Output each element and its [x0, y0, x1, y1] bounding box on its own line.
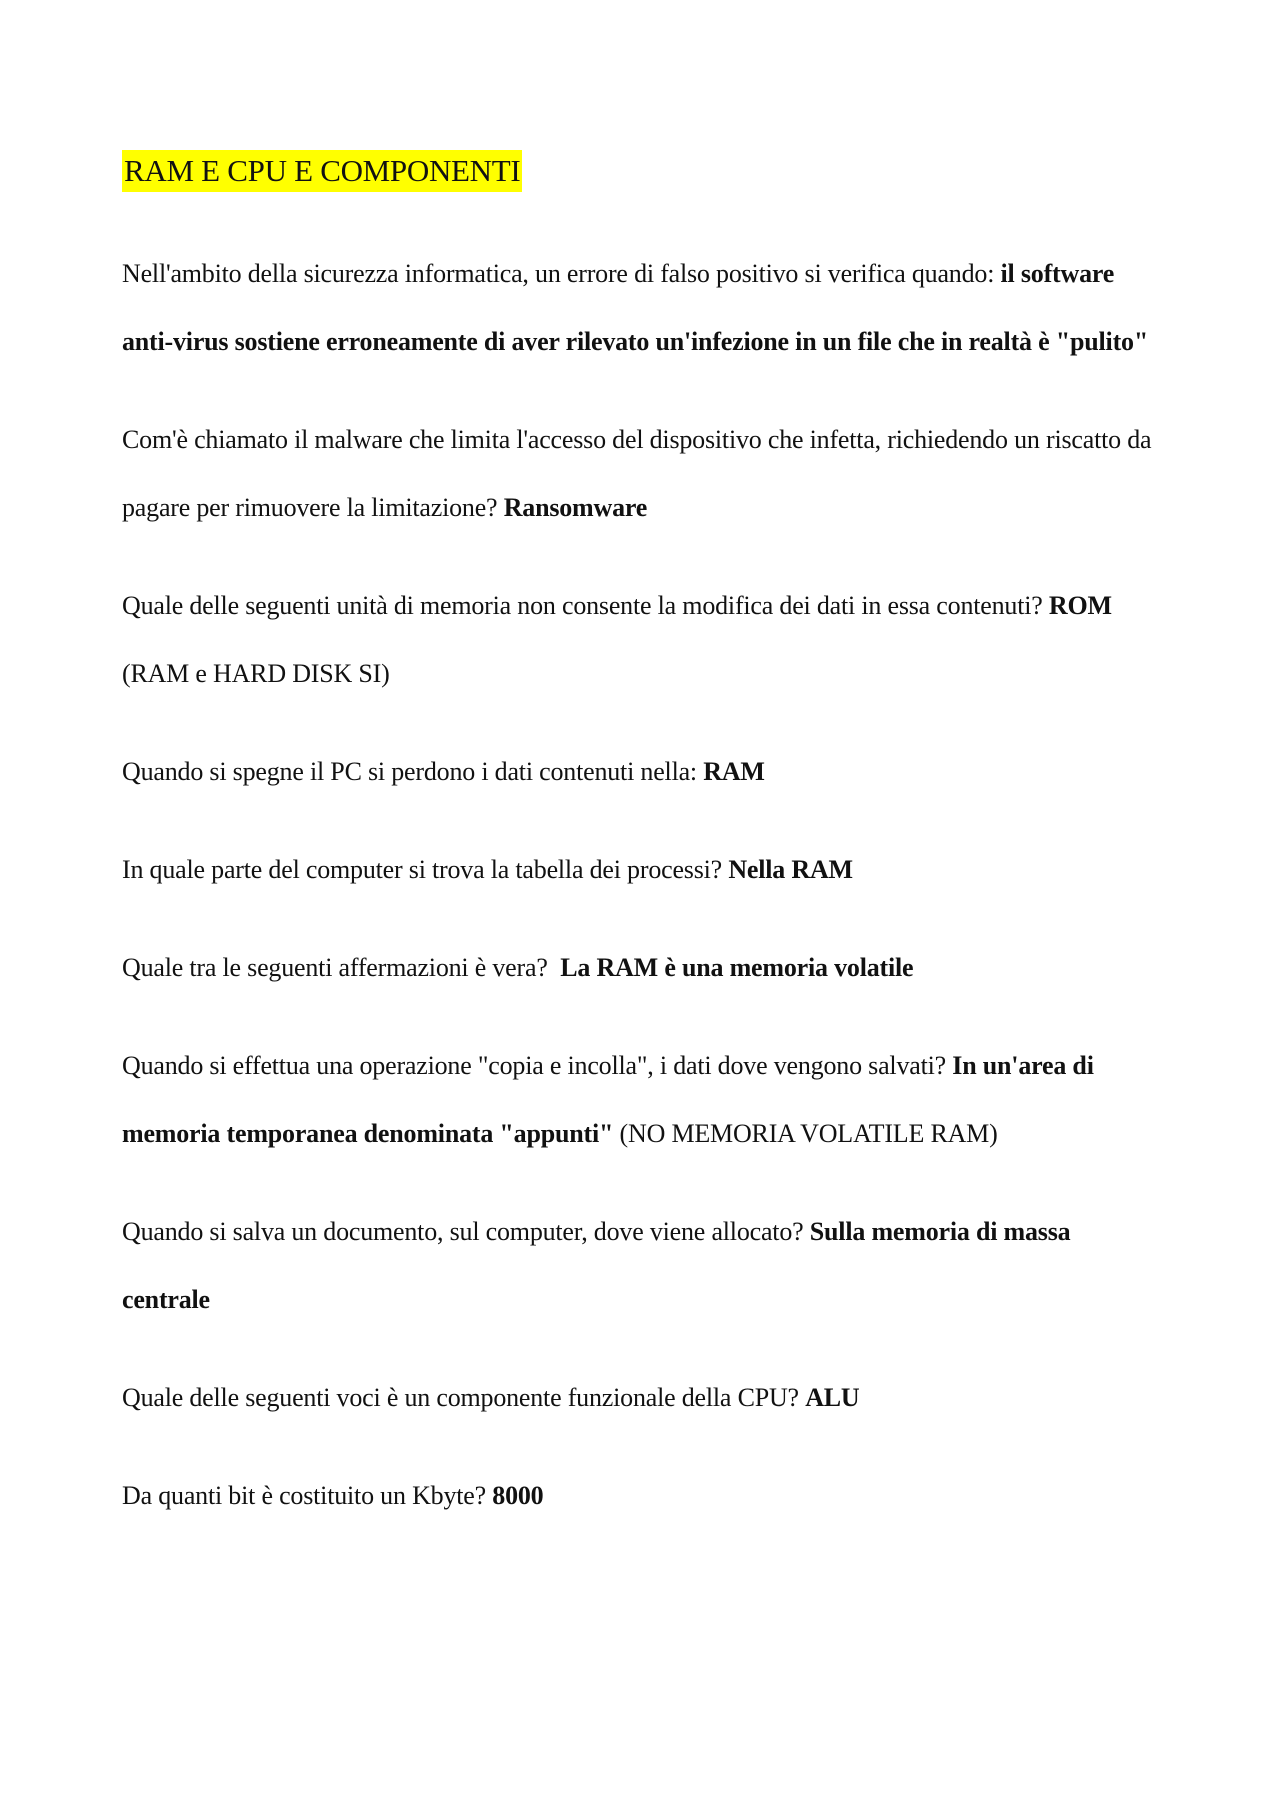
note-text: (RAM e HARD DISK SI): [122, 659, 390, 688]
qa-item-9: [122, 1364, 1162, 1432]
question-text: Quando si effettua una operazione "copia e incolla", i dati dove vengono salvati?: [122, 1051, 946, 1080]
question-text: Com'è chiamato il malware che limita l'accesso del dispositivo che infetta, richiedendo un riscatto da pagare per rimuovere la limitazione?: [122, 425, 1152, 522]
qa-item-5: [122, 836, 1162, 904]
title-wrapper: [122, 150, 1162, 192]
answer-text: La RAM è una memoria volatile: [560, 953, 914, 982]
answer-text: 8000: [492, 1481, 544, 1510]
page-title: RAM E CPU E COMPONENTI: [122, 150, 522, 192]
answer-text: Nella RAM: [728, 855, 853, 884]
question-text: Quale delle seguenti voci è un componente funzionale della CPU?: [122, 1383, 799, 1412]
answer-text: Ransomware: [503, 493, 648, 522]
question-text: Da quanti bit è costituito un Kbyte?: [122, 1481, 486, 1510]
document-page: [122, 150, 1162, 1530]
qa-item-10: [122, 1462, 1162, 1530]
answer-text: Sulla memoria di massa centrale: [122, 1217, 1071, 1314]
qa-item-4: [122, 738, 1162, 806]
question-text: In quale parte del computer si trova la tabella dei processi?: [122, 855, 722, 884]
question-text: Quando si spegne il PC si perdono i dati contenuti nella:: [122, 757, 697, 786]
answer-text: In un'area di memoria temporanea denominata "appunti": [122, 1051, 1094, 1148]
note-text: (NO MEMORIA VOLATILE RAM): [619, 1119, 998, 1148]
qa-item-6: [122, 934, 1162, 1002]
qa-item-7: [122, 1032, 1162, 1168]
answer-text: ALU: [805, 1383, 860, 1412]
answer-text: ROM: [1048, 591, 1112, 620]
question-text: Quando si salva un documento, sul computer, dove viene allocato?: [122, 1217, 804, 1246]
question-text: Nell'ambito della sicurezza informatica, un errore di falso positivo si verifica quando:: [122, 259, 995, 288]
question-text: Quale tra le seguenti affermazioni è vera?: [122, 953, 548, 982]
qa-item-2: [122, 406, 1162, 542]
qa-item-3: [122, 572, 1162, 708]
qa-item-1: [122, 240, 1162, 376]
answer-text: RAM: [703, 757, 765, 786]
answer-text: il software anti-virus sostiene erroneamente di aver rilevato un'infezione in un file che in realtà è "pulito": [122, 259, 1149, 356]
question-text: Quale delle seguenti unità di memoria non consente la modifica dei dati in essa contenuti?: [122, 591, 1043, 620]
qa-item-8: [122, 1198, 1162, 1334]
